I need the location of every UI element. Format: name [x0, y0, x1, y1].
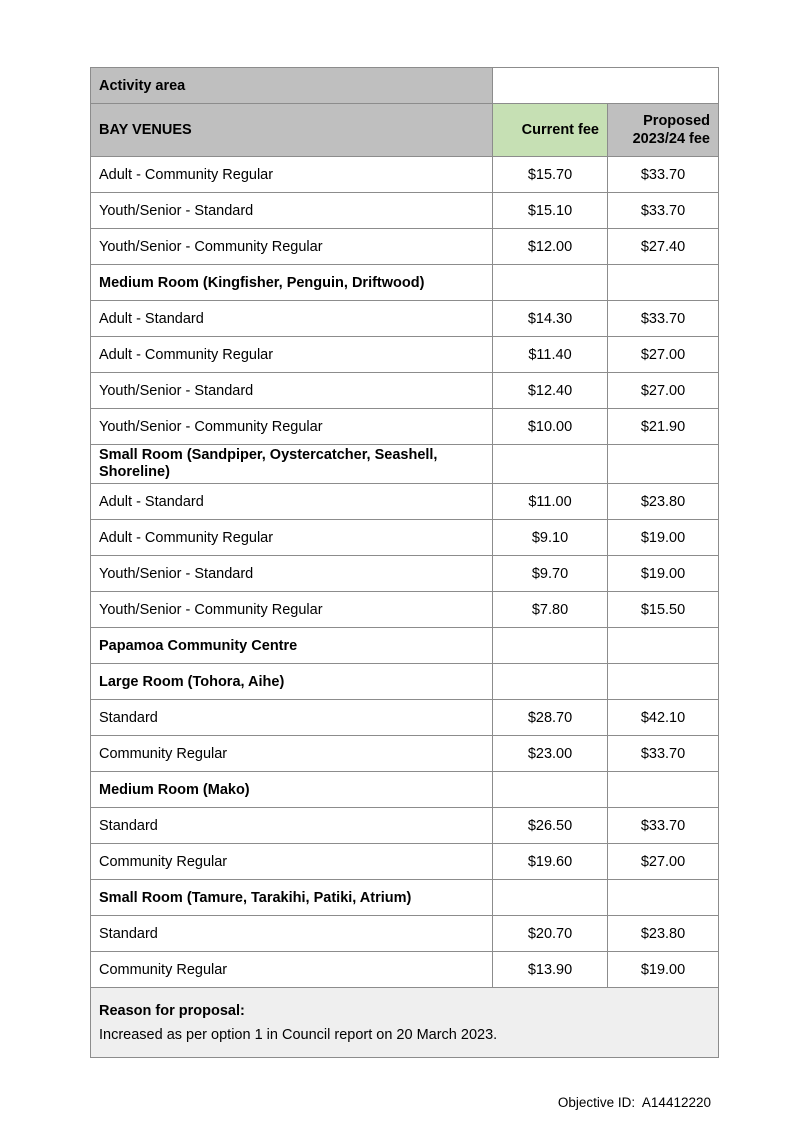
row-label: Adult - Community Regular: [91, 157, 493, 193]
proposed-fee: $33.70: [608, 736, 719, 772]
row-label: Youth/Senior - Community Regular: [91, 409, 493, 445]
proposed-fee-header-line2: 2023/24 fee: [632, 131, 710, 147]
row-label: Youth/Senior - Community Regular: [91, 229, 493, 265]
venue-header: BAY VENUES: [91, 104, 493, 157]
reason-title: Reason for proposal:: [99, 1002, 245, 1019]
proposed-fee: $33.70: [608, 157, 719, 193]
current-fee: $12.40: [493, 373, 608, 409]
table-row: [91, 337, 719, 373]
table-row: [91, 700, 719, 736]
section-label: Medium Room (Kingfisher, Penguin, Driftwood): [91, 265, 493, 301]
proposed-fee: [608, 265, 719, 301]
current-fee: $13.90: [493, 952, 608, 988]
table-header-row: [91, 104, 719, 157]
proposed-fee: [608, 445, 719, 484]
proposed-fee: $19.00: [608, 556, 719, 592]
activity-area-header: Activity area: [91, 68, 493, 104]
table-row: [91, 952, 719, 988]
table-row: [91, 157, 719, 193]
section-label: Large Room (Tohora, Aihe): [91, 664, 493, 700]
proposed-fee: [608, 628, 719, 664]
current-fee: $11.40: [493, 337, 608, 373]
row-label: Community Regular: [91, 736, 493, 772]
table-row: [91, 916, 719, 952]
reason-cell: [91, 988, 719, 1058]
section-label: Papamoa Community Centre: [91, 628, 493, 664]
current-fee: [493, 880, 608, 916]
proposed-fee-header: [608, 104, 719, 157]
section-row: [91, 445, 719, 484]
section-row: [91, 880, 719, 916]
row-label: Adult - Community Regular: [91, 520, 493, 556]
current-fee: $19.60: [493, 844, 608, 880]
current-fee: $26.50: [493, 808, 608, 844]
row-label: Youth/Senior - Community Regular: [91, 592, 493, 628]
row-label: Standard: [91, 700, 493, 736]
proposed-fee: $27.00: [608, 844, 719, 880]
table-title-row: [91, 68, 719, 104]
row-label: Adult - Standard: [91, 301, 493, 337]
objective-id: Objective ID: A14412220: [557, 1095, 711, 1110]
current-fee: $12.00: [493, 229, 608, 265]
proposed-fee: $27.40: [608, 229, 719, 265]
section-label: Small Room (Tamure, Tarakihi, Patiki, Atrium): [91, 880, 493, 916]
current-fee: [493, 265, 608, 301]
current-fee: $28.70: [493, 700, 608, 736]
section-row: [91, 772, 719, 808]
proposed-fee: $33.70: [608, 193, 719, 229]
proposed-fee-header-line1: Proposed: [643, 113, 710, 129]
table-row: [91, 844, 719, 880]
blank-header-space: [493, 68, 719, 104]
row-label: Adult - Standard: [91, 484, 493, 520]
proposed-fee: $23.80: [608, 916, 719, 952]
proposed-fee: $33.70: [608, 301, 719, 337]
table-row: [91, 808, 719, 844]
section-label: Medium Room (Mako): [91, 772, 493, 808]
current-fee: [493, 445, 608, 484]
section-row: [91, 265, 719, 301]
current-fee: $9.10: [493, 520, 608, 556]
current-fee: $11.00: [493, 484, 608, 520]
proposed-fee: [608, 880, 719, 916]
current-fee: [493, 664, 608, 700]
table-row: [91, 520, 719, 556]
row-label: Youth/Senior - Standard: [91, 193, 493, 229]
proposed-fee: $19.00: [608, 520, 719, 556]
proposed-fee: $21.90: [608, 409, 719, 445]
proposed-fee: $33.70: [608, 808, 719, 844]
proposed-fee: [608, 664, 719, 700]
proposed-fee: $27.00: [608, 337, 719, 373]
section-row: [91, 628, 719, 664]
table-row: [91, 229, 719, 265]
table-row: [91, 193, 719, 229]
reason-row: [91, 988, 719, 1058]
table-row: [91, 409, 719, 445]
proposed-fee: $15.50: [608, 592, 719, 628]
row-label: Standard: [91, 916, 493, 952]
reason-text: Increased as per option 1 in Council report on 20 March 2023.: [99, 1026, 498, 1043]
proposed-fee: $27.00: [608, 373, 719, 409]
section-row: [91, 664, 719, 700]
proposed-fee: $42.10: [608, 700, 719, 736]
table-row: [91, 556, 719, 592]
current-fee: [493, 628, 608, 664]
row-label: Community Regular: [91, 952, 493, 988]
proposed-fee: $23.80: [608, 484, 719, 520]
proposed-fee: [608, 772, 719, 808]
current-fee: $15.10: [493, 193, 608, 229]
row-label: Adult - Community Regular: [91, 337, 493, 373]
table-row: [91, 373, 719, 409]
current-fee: $9.70: [493, 556, 608, 592]
current-fee: [493, 772, 608, 808]
row-label: Youth/Senior - Standard: [91, 556, 493, 592]
current-fee: $23.00: [493, 736, 608, 772]
row-label: Youth/Senior - Standard: [91, 373, 493, 409]
table-row: [91, 301, 719, 337]
table-row: [91, 736, 719, 772]
table-row: [91, 484, 719, 520]
current-fee-header: Current fee: [493, 104, 608, 157]
section-label: Small Room (Sandpiper, Oystercatcher, Seashell, Shoreline): [91, 445, 493, 484]
current-fee: $15.70: [493, 157, 608, 193]
current-fee: $7.80: [493, 592, 608, 628]
current-fee: $14.30: [493, 301, 608, 337]
current-fee: $20.70: [493, 916, 608, 952]
fee-table: [90, 67, 719, 1058]
proposed-fee: $19.00: [608, 952, 719, 988]
current-fee: $10.00: [493, 409, 608, 445]
table-row: [91, 592, 719, 628]
row-label: Standard: [91, 808, 493, 844]
row-label: Community Regular: [91, 844, 493, 880]
